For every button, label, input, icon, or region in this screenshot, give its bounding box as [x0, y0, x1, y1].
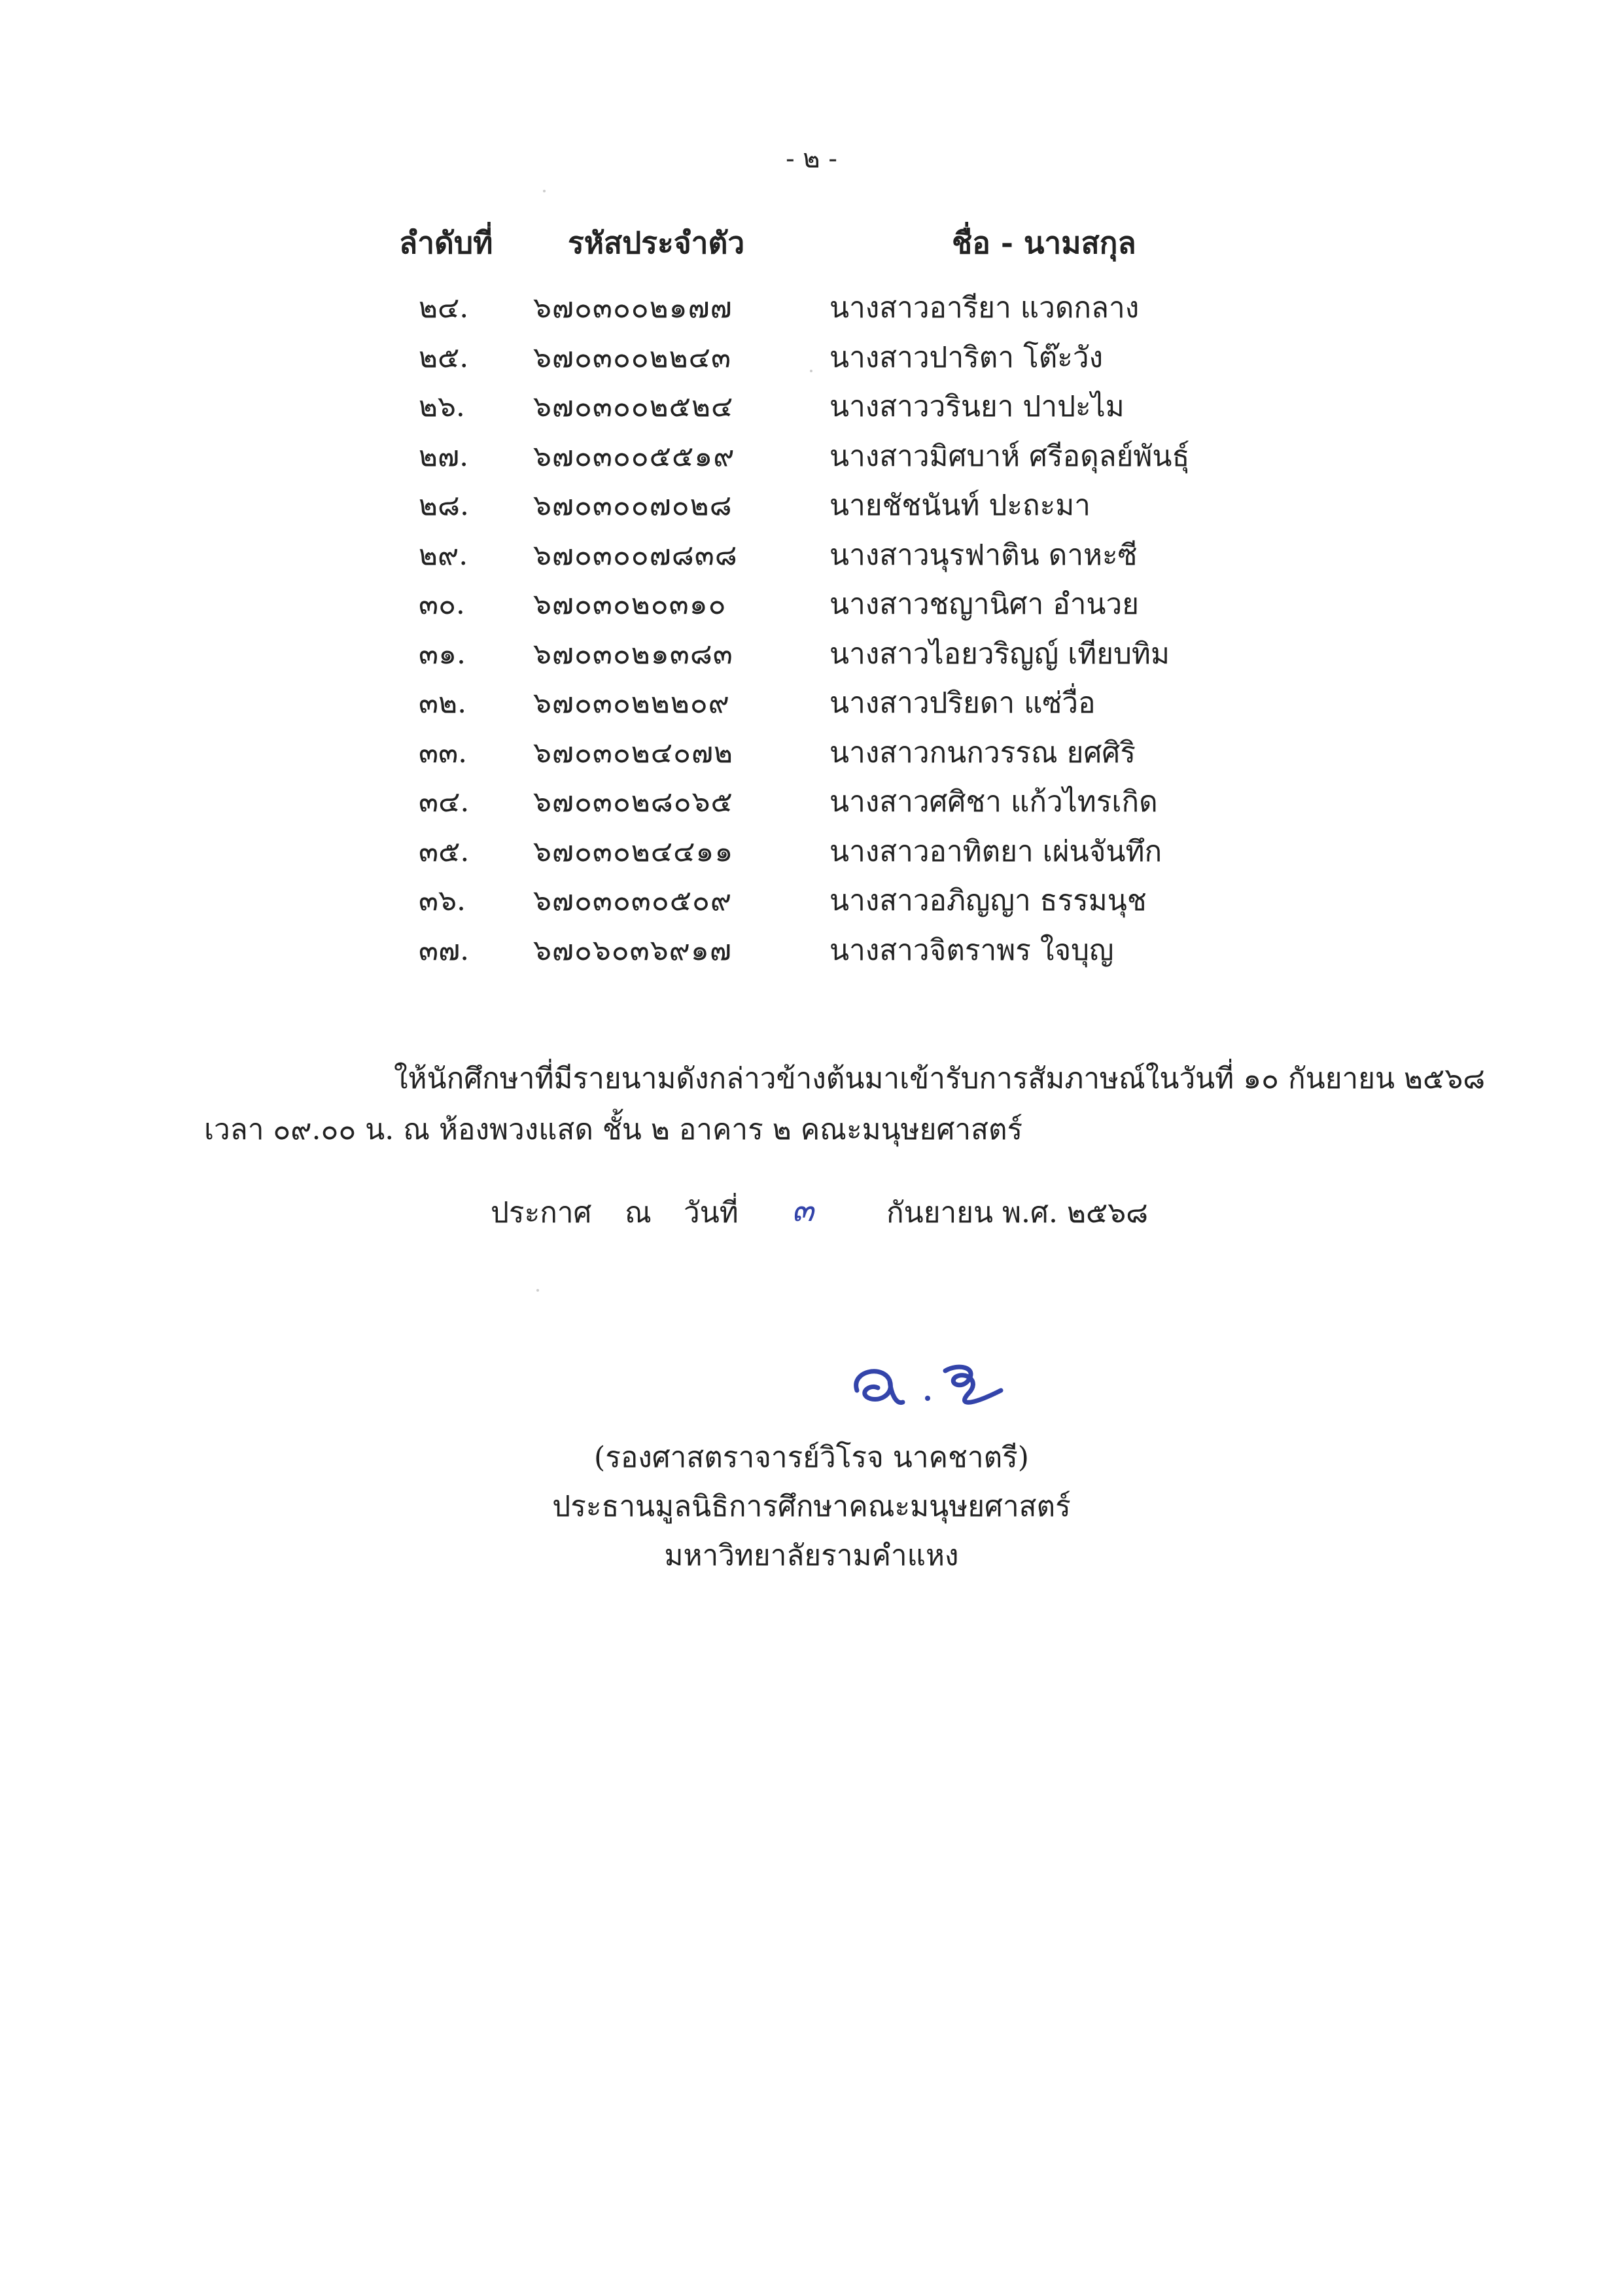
row-student-id: ๖๗๐๓๐๒๒๒๐๙	[533, 686, 730, 720]
announce-date-label: วันที่	[684, 1196, 739, 1229]
row-student-id: ๖๗๐๓๐๒๐๓๑๐	[533, 588, 727, 621]
handwritten-signature	[837, 1345, 1007, 1417]
table-row	[0, 581, 1623, 631]
table-row	[0, 334, 1623, 384]
signer-block	[0, 1433, 1623, 1580]
row-order: ๓๖.	[419, 884, 466, 917]
row-order: ๒๕.	[419, 340, 469, 374]
table-row	[0, 383, 1623, 433]
notice-line-1: ให้นักศึกษาที่มีรายนามดังกล่าวข้างต้นมาเข้ารับการสัมภาษณ์ในวันที่ ๑๐ กันยายน ๒๕๖๘	[394, 1062, 1486, 1095]
header-student-id: รหัสประจำตัว	[568, 225, 745, 260]
row-student-id: ๖๗๐๓๐๒๑๓๘๓	[533, 637, 733, 671]
row-order: ๓๐.	[419, 588, 465, 621]
row-name: นางสาวมิศบาห์ ศรีอดุลย์พันธุ์	[829, 439, 1190, 473]
row-student-id: ๖๗๐๓๐๐๗๐๒๘	[533, 489, 733, 522]
table-row	[0, 482, 1623, 532]
table-row	[0, 631, 1623, 680]
signer-institution: มหาวิทยาลัยรามคำแหง	[664, 1539, 959, 1572]
row-student-id: ๖๗๐๓๐๒๔๐๗๒	[533, 735, 734, 769]
announce-label: ประกาศ	[491, 1196, 592, 1229]
table-row	[0, 433, 1623, 483]
announce-at: ณ	[625, 1196, 652, 1229]
row-student-id: ๖๗๐๓๐๐๗๘๓๘	[533, 538, 738, 572]
row-name: นางสาวปริยดา แซ่วื่อ	[829, 686, 1096, 720]
table-row	[0, 877, 1623, 927]
row-name: นางสาวอารียา แวดกลาง	[829, 291, 1140, 325]
table-row	[0, 927, 1623, 977]
row-name: นายชัชนันท์ ปะถะมา	[829, 489, 1091, 522]
row-name: นางสาวศศิชา แก้วไทรเกิด	[829, 785, 1158, 819]
row-student-id: ๖๗๐๓๐๒๔๔๑๑	[533, 834, 734, 868]
row-name: นางสาวจิตราพร ใจบุญ	[829, 933, 1114, 967]
announce-day-handwritten: ๓	[792, 1191, 814, 1229]
student-list	[0, 285, 1623, 976]
row-name: นางสาวไอยวริญญ์ เทียบทิม	[829, 637, 1170, 671]
row-name: นางสาวอภิญญา ธรรมนุช	[829, 884, 1147, 917]
row-name: นางสาวอาทิตยา เผ่นจันทึก	[829, 834, 1162, 868]
row-student-id: ๖๗๐๓๐๓๐๕๐๙	[533, 884, 733, 917]
page-number: - ๒ -	[786, 144, 837, 174]
header-order: ลำดับที่	[399, 225, 493, 260]
table-row	[0, 532, 1623, 582]
row-order: ๓๓.	[419, 735, 468, 769]
row-order: ๓๔.	[419, 785, 470, 819]
table-row	[0, 285, 1623, 334]
header-name: ชื่อ - นามสกุล	[952, 225, 1136, 260]
row-student-id: ๖๗๐๖๐๓๖๙๑๗	[533, 933, 732, 967]
row-order: ๒๘.	[419, 489, 469, 522]
row-name: นางสาวนุรฟาติน ดาหะซี	[829, 538, 1138, 572]
signer-position: ประธานมูลนิธิการศึกษาคณะมนุษยศาสตร์	[552, 1490, 1071, 1523]
table-row	[0, 828, 1623, 878]
row-student-id: ๖๗๐๓๐๐๒๕๒๔	[533, 390, 734, 423]
row-order: ๒๙.	[419, 538, 468, 572]
row-student-id: ๖๗๐๓๐๐๒๑๗๗	[533, 291, 733, 325]
scan-speck	[536, 1289, 539, 1292]
row-order: ๓๕.	[419, 834, 470, 868]
table-row	[0, 779, 1623, 828]
row-order: ๓๗.	[419, 933, 470, 967]
interview-notice	[204, 1053, 1486, 1156]
row-student-id: ๖๗๐๓๐๒๘๐๖๕	[533, 785, 733, 819]
row-order: ๓๑.	[419, 637, 466, 671]
row-order: ๓๒.	[419, 686, 467, 720]
row-order: ๒๗.	[419, 439, 469, 473]
scan-speck	[810, 370, 812, 372]
notice-line-2: เวลา ๐๙.๐๐ น. ณ ห้องพวงแสด ชั้น ๒ อาคาร ๒ คณะมนุษยศาสตร์	[204, 1113, 1023, 1146]
row-name: นางสาวชญานิศา อำนวย	[829, 588, 1139, 621]
table-header	[0, 219, 1623, 258]
row-name: นางสาวปาริตา โต๊ะวัง	[829, 340, 1104, 374]
table-row	[0, 680, 1623, 730]
row-name: นางสาววรินยา ปาปะไม	[829, 390, 1125, 423]
row-order: ๒๔.	[419, 291, 469, 325]
row-student-id: ๖๗๐๓๐๐๒๒๔๓	[533, 340, 732, 374]
row-student-id: ๖๗๐๓๐๐๕๕๑๙	[533, 439, 735, 473]
announcement-date	[0, 1190, 1623, 1229]
table-row	[0, 730, 1623, 779]
signer-name: (รองศาสตราจารย์วิโรจ นาคชาตรี)	[594, 1441, 1029, 1474]
row-order: ๒๖.	[419, 390, 465, 423]
scan-speck	[543, 190, 546, 192]
announce-month-year: กันยายน พ.ศ. ๒๕๖๘	[886, 1196, 1149, 1229]
row-name: นางสาวกนกวรรณ ยศศิริ	[829, 735, 1136, 769]
